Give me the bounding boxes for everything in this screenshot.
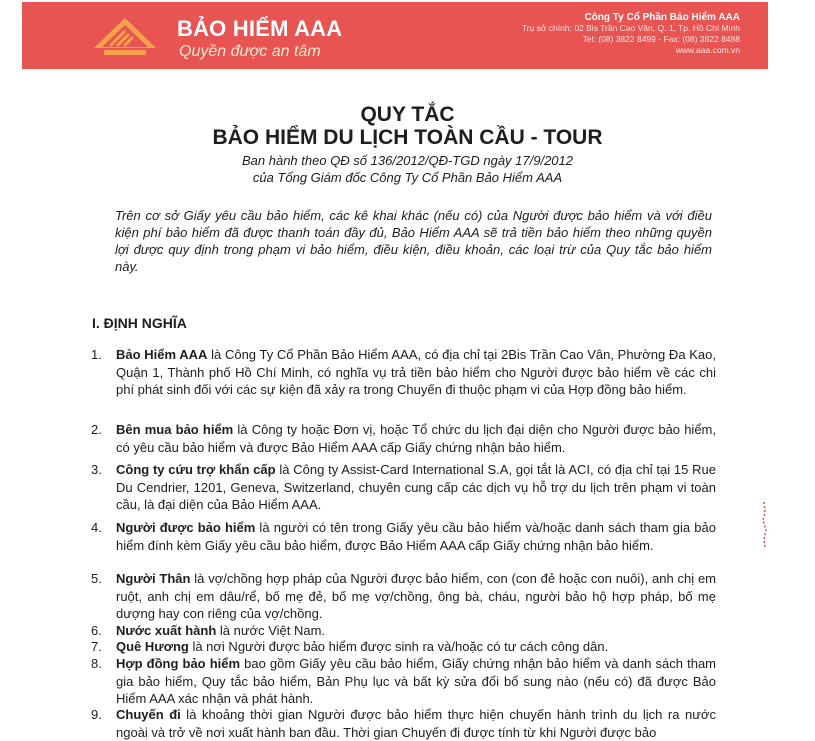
- definition-term: Người được bảo hiểm: [116, 520, 256, 535]
- definition-item: [91, 655, 716, 708]
- section-heading: I. ĐỊNH NGHĨA: [92, 315, 187, 331]
- company-info: [400, 12, 740, 56]
- definition-term: Chuyến đi: [116, 707, 181, 722]
- definition-text: là nơi Người được bảo hiểm được sinh ra và/hoặc có tư cách công dân.: [188, 639, 609, 654]
- brand-name: BẢO HIỂM AAA: [177, 16, 343, 41]
- definition-number: 9.: [91, 707, 102, 722]
- definition-item: [91, 421, 716, 456]
- definition-item: [91, 706, 716, 741]
- margin-stamp-mark: [760, 500, 768, 550]
- definition-text: là Công ty Assist-Card International S.A, gọi tắt là ACI, có địa chỉ tại 15 Rue Du Cendrier, 1201, Geneva, Switzerland, chuyên cung cấp các dịch vụ hỗ trợ du lịch trên phạm vi toàn cầu, là đại diện của Bảo Hiểm AAA.: [116, 462, 716, 512]
- definition-text: là người có tên trong Giấy yêu cầu bảo hiểm và/hoặc danh sách tham gia bảo hiểm đính kèm Giấy yêu cầu bảo hiểm, được Bảo Hiểm AAA cấp Giấy chứng nhận bảo hiểm.: [116, 520, 716, 553]
- definition-number: 1.: [91, 347, 102, 362]
- definition-number: 5.: [91, 571, 102, 586]
- header-banner: [22, 2, 768, 69]
- company-address: Trụ sở chính: 02 Bis Trần Cao Văn, Q. 1, Tp. Hồ Chí Minh: [521, 23, 740, 33]
- definition-number: 2.: [91, 422, 102, 437]
- company-website: www.aaa.com.vn: [675, 45, 740, 55]
- definition-text: là vợ/chồng hợp pháp của Người được bảo hiểm, con (con đẻ hoặc con nuôi), anh chị em ruột, anh chị em dâu/rể, bố mẹ đẻ, bố mẹ vợ/chồng, ông bà, cháu, người bảo hộ hợp pháp, bố mẹ dượng hay con riêng của vợ/chồng.: [116, 571, 717, 621]
- definition-number: 3.: [91, 462, 102, 477]
- definition-text: bao gồm Giấy yêu cầu bảo hiểm, Giấy chứng nhận bảo hiểm và danh sách tham gia bảo hiểm, Quy tắc bảo hiểm, Bản Phụ lục và bất kỳ sửa đổi bổ sung nào (nếu có) đã được Bảo Hiểm AAA xác nhận và phát hành.: [116, 656, 716, 706]
- definition-term: Bên mua bảo hiểm: [116, 422, 234, 437]
- document-subtitle: BẢO HIỂM DU LỊCH TOÀN CẦU - TOUR: [212, 126, 603, 149]
- definition-term: Nước xuất hành: [116, 623, 217, 638]
- definition-text: là nước Việt Nam.: [216, 623, 326, 638]
- issuance-decision: Ban hành theo QĐ số 136/2012/QĐ-TGD ngày 17/9/2012: [242, 153, 573, 168]
- company-name: Công Ty Cổ Phần Bảo Hiểm AAA: [584, 12, 740, 23]
- definition-item: [91, 461, 716, 514]
- definition-item: [91, 638, 716, 656]
- brand-tagline: Quyền được an tâm: [179, 43, 321, 60]
- definition-number: 4.: [91, 520, 102, 535]
- intro-paragraph: Trên cơ sở Giấy yêu cầu bảo hiểm, các kê khai khác (nếu có) của Người được bảo hiểm và với điều kiện phí bảo hiểm đã được thanh toán đầy đủ, Bảo Hiểm AAA sẽ trả tiền bảo hiểm theo những quyền lợi được quy định trong phạm vi bảo hiểm, điều kiện, điều khoản, các loại trừ của Quy tắc bảo hiểm này.: [115, 208, 712, 274]
- company-phone: Tel: (08) 3822 8499 - Fax: (08) 3822 8488: [582, 34, 740, 44]
- definition-term: Hợp đồng bảo hiểm: [116, 656, 241, 671]
- definition-term: Quê Hương: [116, 639, 189, 654]
- definition-number: 6.: [91, 623, 102, 638]
- definition-item: [91, 519, 716, 554]
- definition-term: Người Thân: [116, 571, 191, 586]
- definition-text: là Công ty hoặc Đơn vị, hoặc Tổ chức du lịch đại diện cho Người được bảo hiểm, có yêu cầu bảo hiểm và được Bảo Hiểm AAA cấp Giấy chứng nhận bảo hiểm.: [116, 422, 716, 455]
- issuing-authority: của Tổng Giám đốc Công Ty Cổ Phần Bảo Hiểm AAA: [252, 170, 563, 185]
- company-logo-icon: [92, 16, 158, 58]
- definition-text: là Công Ty Cổ Phần Bảo Hiểm AAA, có địa chỉ tại 2Bis Trần Cao Vân, Phường Đa Kao, Quận 1, Thành phố Hồ Chí Minh, có nghĩa vụ trả tiền bảo hiểm cho Người được bảo hiểm về các chi phí phát sinh đối với các sự kiện đã xảy ra trong Chuyến đi thuộc phạm vi của Hợp đồng bảo hiểm.: [116, 347, 716, 397]
- definition-item: [91, 622, 716, 640]
- definition-number: 7.: [91, 639, 102, 654]
- definition-term: Công ty cứu trợ khẩn cấp: [116, 462, 276, 477]
- document-title: QUY TẮC: [360, 103, 455, 126]
- definition-item: [91, 346, 716, 399]
- definition-item: [91, 570, 716, 623]
- definition-number: 8.: [91, 656, 102, 671]
- definition-term: Bảo Hiểm AAA: [116, 347, 208, 362]
- definition-text: là khoảng thời gian Người được bảo hiểm thực hiện chuyến hành trình du lịch ra nước ngoài và trở về nơi xuất hành ban đầu. Thời gian Chuyến đi được tính từ khi Người được bảo: [116, 707, 716, 740]
